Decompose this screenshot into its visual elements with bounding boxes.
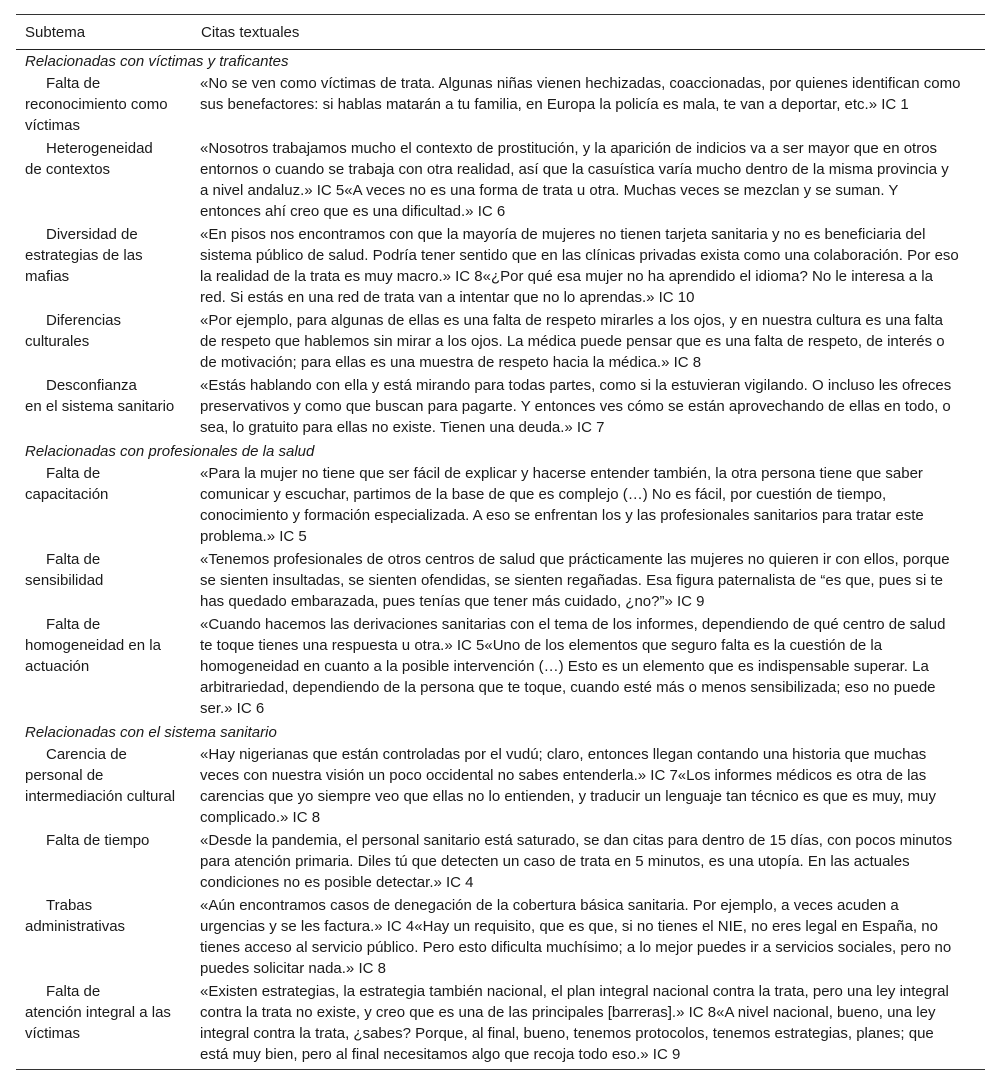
subtema-label-first: Falta de tiempo <box>46 832 150 849</box>
subtema-label-first: Falta de <box>46 983 101 1000</box>
subtema-label-rest: culturales <box>25 333 90 350</box>
subtema-cell <box>16 375 192 440</box>
quote-cell: «Para la mujer no tiene que ser fácil de explicar y hacerse entender también, la otra persona tiene que saber comunicar y escuchar, partimos de la base de que es complejo (…) No es fácil, por cuestión de tiempo, conocimiento y formación especializada. A eso se enfrentan los y las profesionales sanitarios para tratar este problema.» IC 5 <box>200 465 924 545</box>
table-row <box>16 614 985 721</box>
subtema-cell <box>16 310 192 375</box>
table-row <box>16 744 985 830</box>
table-row <box>16 310 985 375</box>
subtema-cell <box>16 981 192 1070</box>
subtema-cell <box>16 224 192 310</box>
table-row <box>16 830 985 895</box>
subtema-label-rest: atención integral a las víctimas <box>25 1004 171 1042</box>
subtema-label-first: Falta de <box>46 465 101 482</box>
header-row <box>16 15 985 50</box>
quote-cell: «Por ejemplo, para algunas de ellas es una falta de respeto mirarles a los ojos, y en nuestra cultura es una falta de respeto que hablemos sin mirar a los ojos. La médica puede pensar que es una falta de respeto, de interés o de motivación; para ellas es una muestra de respeto hacia la médica.» IC 8 <box>200 312 945 371</box>
quote-cell: «Desde la pandemia, el personal sanitario está saturado, se dan citas para dentro de 15 días, con pocos minutos para atención primaria. Diles tú que detecten un caso de trata en 5 minutos, es una utopía. En las actuales condiciones no es posible detectar.» IC 4 <box>200 832 953 891</box>
table-body <box>16 50 985 1070</box>
quote-cell: «Tenemos profesionales de otros centros de salud que prácticamente las mujeres no quieren ir con ellos, porque se sienten insultadas, se sienten ofendidas, se sienten regañadas. Esa figura paternalista de “es que, pues si te has quedado embarazada, pues tenías que tener más cuidado, ¿no?”» IC 9 <box>200 551 950 610</box>
section-title: Relacionadas con víctimas y traficantes <box>25 53 289 70</box>
subtema-label-first: Falta de <box>46 616 101 633</box>
subtema-label-first: Heterogeneidad <box>46 140 153 157</box>
subtema-label-rest: homogeneidad en la actuación <box>25 637 161 675</box>
subtema-label-rest: capacitación <box>25 486 109 503</box>
subtema-cell <box>16 744 192 830</box>
subtema-cell <box>16 895 192 981</box>
subtema-cell <box>16 549 192 614</box>
table-container <box>16 14 985 1070</box>
subtema-label-first: Desconfianza <box>46 377 137 394</box>
quote-cell: «Existen estrategias, la estrategia también nacional, el plan integral nacional contra la trata, pero una ley integral contra la trata no existe, y creo que es una de las principales [barreras].» IC 8«A nivel nacional, bueno, una ley integral contra la trata, ¿sabes? Porque, al final, bueno, tenemos protocolos, tenemos estrategias, planes; que está muy bien, pero al final necesitamos algo que recoja todo eso.» IC 9 <box>200 983 949 1063</box>
subtema-cell <box>16 463 192 549</box>
section-row <box>16 721 985 744</box>
header-citas: Citas textuales <box>201 24 300 41</box>
subtema-label-first: Diversidad de <box>46 226 138 243</box>
table-row <box>16 375 985 440</box>
section-row <box>16 50 985 74</box>
subtema-label-first: Carencia de <box>46 746 127 763</box>
subtema-label-rest: administrativas <box>25 918 126 935</box>
quote-cell: «Aún encontramos casos de denegación de la cobertura básica sanitaria. Por ejemplo, a veces acuden a urgencias y se les factura.» IC 4«Hay un requisito, que es que, si no tienes el NIE, no eres legal en España, no tienes acceso al servicio público. Pero esto dificulta muchísimo; a lo mejor puedes ir a servicios sociales, pero no puedes solicitar nada.» IC 8 <box>200 897 952 977</box>
subtopics-quotes-table <box>16 14 985 1070</box>
subtema-cell <box>16 138 192 224</box>
subtema-label-rest: personal de intermediación cultural <box>25 767 176 805</box>
subtema-label-rest: sensibilidad <box>25 572 104 589</box>
table-row <box>16 981 985 1070</box>
quote-cell: «En pisos nos encontramos con que la mayoría de mujeres no tienen tarjeta sanitaria y no es beneficiaria del sistema público de salud. Podría tener sentido que en las clínicas privadas exista como una colaboración. Por eso la realidad de la trata es muy macro.» IC 8«¿Por qué esa mujer no ha aprendido el idioma? No le interesa a la red. Si estás en una red de trata van a intentar que no lo aprendas.» IC 10 <box>200 226 959 306</box>
subtema-label-rest: estrategias de las mafias <box>25 247 143 285</box>
quote-cell: «Hay nigerianas que están controladas por el vudú; claro, entonces llegan contando una historia que muchas veces con nuestra visión un poco occidental no sabes entenderla.» IC 7«Los informes médicos es otra de las carencias que yo siempre veo que ellas no lo entienden, y traducir un lenguaje tan técnico es que es muy, muy complicado.» IC 8 <box>200 746 936 826</box>
quote-cell: «No se ven como víctimas de trata. Algunas niñas vienen hechizadas, coaccionadas, por quienes identifican como sus benefactores: si hablas matarán a tu familia, en Europa la policía es mala, te van a deportar, etc.» IC 1 <box>200 75 961 113</box>
table-row <box>16 224 985 310</box>
table-row <box>16 549 985 614</box>
table-row <box>16 73 985 138</box>
subtema-label-rest: reconocimiento como víctimas <box>25 96 168 134</box>
quote-cell: «Cuando hacemos las derivaciones sanitarias con el tema de los informes, dependiendo de qué centro de salud te toque tienes una respuesta u otra.» IC 5«Uno de los elementos que seguro falta es la cuestión de la homogeneidad en cuanto a la posible intervención (…) Esto es un elemento que es indispensable superar. La arbitrariedad, dependiendo de la persona que te toque, cuando esté más o menos sensibilizada; eso no puede ser.» IC 6 <box>200 616 946 717</box>
subtema-label-first: Falta de <box>46 551 101 568</box>
subtema-cell <box>16 73 192 138</box>
subtema-label-rest: en el sistema sanitario <box>25 398 175 415</box>
table-row <box>16 463 985 549</box>
table-row <box>16 138 985 224</box>
table-header <box>16 15 985 50</box>
subtema-label-first: Diferencias <box>46 312 122 329</box>
header-subtema: Subtema <box>25 24 86 41</box>
section-title: Relacionadas con profesionales de la salud <box>25 443 315 460</box>
subtema-label-first: Falta de <box>46 75 101 92</box>
quote-cell: «Nosotros trabajamos mucho el contexto de prostitución, y la aparición de indicios va a ser mayor que en otros entornos o cuando se trabaja con otra realidad, así que la casuística varía mucho dentro de la misma provincia y a nivel andaluz.» IC 5«A veces no es una forma de trata u otra. Muchas veces se mezclan y se suman. Y entonces ahí creo que es una dificultad.» IC 6 <box>200 140 949 220</box>
subtema-label-rest: de contextos <box>25 161 111 178</box>
section-title: Relacionadas con el sistema sanitario <box>25 724 277 741</box>
subtema-cell <box>16 614 192 721</box>
section-row <box>16 440 985 463</box>
table-row <box>16 895 985 981</box>
quote-cell: «Estás hablando con ella y está mirando para todas partes, como si la estuvieran vigilando. O incluso les ofreces preservativos y como que buscan para pagarte. Y entonces ves cómo se están aprovechando de ellas en todo, o sea, lo gratuito para ellas no existe. Tienen una deuda.» IC 7 <box>200 377 952 436</box>
subtema-label-first: Trabas <box>46 897 93 914</box>
subtema-cell <box>16 830 192 895</box>
